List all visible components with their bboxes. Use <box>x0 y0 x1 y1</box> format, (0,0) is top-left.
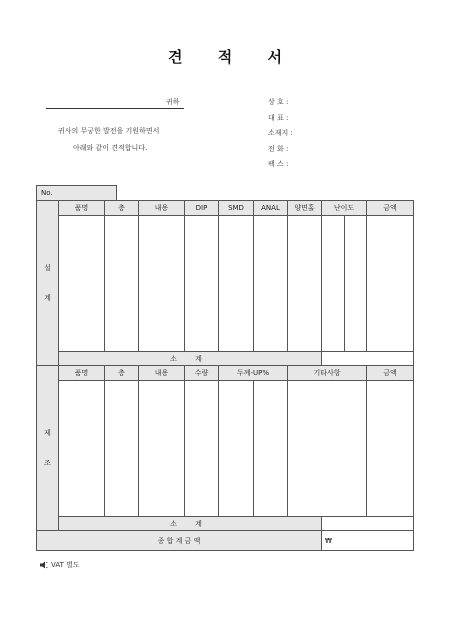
design-col-smd: SMD <box>219 201 254 216</box>
recipient-suffix: 귀하 <box>166 98 180 106</box>
design-cell-anal[interactable] <box>254 216 288 352</box>
design-subtotal-label: 소 계 <box>59 352 322 366</box>
design-cell-difficulty-a[interactable] <box>322 216 345 352</box>
mfg-subtotal-label: 소 계 <box>59 517 322 531</box>
mfg-subtotal-value[interactable] <box>322 517 414 531</box>
vat-note <box>40 560 80 570</box>
recipient-line <box>46 108 184 109</box>
mfg-cell-notes[interactable] <box>288 381 367 517</box>
supplier-field-phone: 전 화 : <box>268 145 289 153</box>
mfg-col-amount: 금액 <box>367 366 414 381</box>
mfg-col-thickness: 두께-UP% <box>219 366 288 381</box>
mfg-cell-quantity[interactable] <box>185 381 219 517</box>
design-col-amount: 금액 <box>367 201 414 216</box>
design-col-anal: ANAL <box>254 201 288 216</box>
grand-total-value[interactable] <box>322 531 414 551</box>
design-cell-item[interactable] <box>59 216 105 352</box>
mfg-cell-amount[interactable] <box>367 381 414 517</box>
design-cell-layer[interactable] <box>105 216 139 352</box>
design-cell-dip[interactable] <box>185 216 219 352</box>
design-col-item: 품명 <box>59 201 105 216</box>
mfg-col-quantity: 수량 <box>185 366 219 381</box>
mfg-cell-layer[interactable] <box>105 381 139 517</box>
supplier-field-address: 소재지 : <box>268 129 293 137</box>
vat-note-text: VAT 별도 <box>51 561 80 569</box>
mfg-col-notes: 기타사항 <box>288 366 367 381</box>
grand-total-label: 종 합 계 금 액 <box>37 531 322 551</box>
design-cell-difficulty-b[interactable] <box>345 216 367 352</box>
design-col-dip: DIP <box>185 201 219 216</box>
currency-symbol: ₩ <box>325 536 332 545</box>
mfg-col-layer: 층 <box>105 366 139 381</box>
mfg-cell-thickness-b[interactable] <box>254 381 288 517</box>
mfg-cell-item[interactable] <box>59 381 105 517</box>
no-label: No. <box>36 185 117 200</box>
mfg-col-content: 내용 <box>139 366 185 381</box>
document-title: 견 적 서 <box>168 48 297 66</box>
mfg-col-item: 품명 <box>59 366 105 381</box>
manufacture-section-label: 제 조 <box>37 366 59 531</box>
supplier-field-ceo: 대 표 : <box>268 114 289 122</box>
quote-table <box>36 200 414 551</box>
supplier-field-company: 상 호 : <box>268 98 289 106</box>
design-col-double-hole: 양면홀 <box>288 201 322 216</box>
design-col-difficulty: 난이도 <box>322 201 367 216</box>
design-subtotal-value[interactable] <box>322 352 414 366</box>
design-cell-double-hole[interactable] <box>288 216 322 352</box>
mfg-cell-content[interactable] <box>139 381 185 517</box>
greeting-line-1: 귀사의 무궁한 발전을 기원하면서 <box>58 127 160 135</box>
design-cell-amount[interactable] <box>367 216 414 352</box>
design-entry-row <box>37 216 414 352</box>
design-col-content: 내용 <box>139 201 185 216</box>
design-section-label: 설 계 <box>37 201 59 366</box>
design-col-layer: 층 <box>105 201 139 216</box>
supplier-field-fax: 팩 스 : <box>268 160 289 168</box>
greeting-line-2: 아래와 같이 견적합니다. <box>73 144 148 152</box>
speaker-bullet-icon <box>40 561 48 569</box>
design-cell-content[interactable] <box>139 216 185 352</box>
design-cell-smd[interactable] <box>219 216 254 352</box>
mfg-cell-thickness-a[interactable] <box>219 381 254 517</box>
mfg-entry-row <box>37 381 414 517</box>
